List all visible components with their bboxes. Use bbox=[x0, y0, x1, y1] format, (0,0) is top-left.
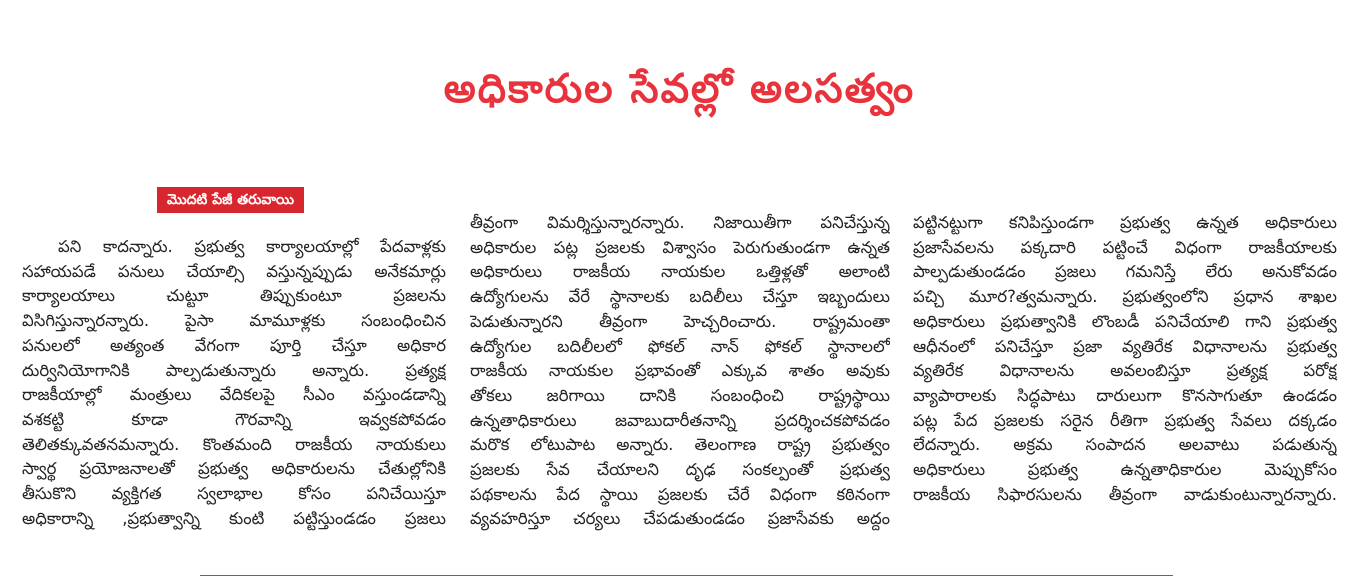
text-line: పట్టినట్టుగా కనిపిస్తుండగా ప్రభుత్వ ఉన్నత అధికారులు bbox=[913, 213, 1337, 232]
text-line: లేదన్నారు. అక్రమ సంపాదన అలవాటు పడుతున్న bbox=[913, 435, 1337, 455]
text-line: విసిగిస్తున్నారన్నారు. పైసా మామూళ్లకు సంబంధించిన bbox=[22, 311, 446, 331]
text-line: ఆధీనంలో పనిచేస్తూ ప్రజా వ్యతిరేక విధానాలను ప్రభుత్వ bbox=[913, 336, 1337, 356]
text-line: దుర్వినియోగానికి పాల్పడుతున్నారు అన్నారు. ప్రత్యక్ష bbox=[22, 360, 446, 380]
text-line: తీసుకొని వ్యక్తిగత స్వలాభాల కోసం పనిచేయిస్తూ bbox=[22, 484, 446, 504]
article-column-3 bbox=[913, 211, 1337, 507]
text-line: ప్రజాసేవలను పక్కదారి పట్టించే విధంగా రాజకీయాలకు bbox=[913, 237, 1337, 257]
text-line: అధికారులు రాజకీయ నాయకుల ఒత్తిళ్లతో అలాంటి bbox=[470, 262, 890, 282]
text-line: రాజకీయ నాయకుల ప్రభావంతో ఎక్కువ శాతం అవుకు bbox=[470, 361, 890, 381]
text-line: స్వార్థ ప్రయోజనాలతో ప్రభుత్వ అధికారులను చేతుల్లోనికి bbox=[22, 459, 446, 479]
text-line: తీవ్రంగా విమర్శిస్తున్నారన్నారు. నిజాయితీగా పనిచేస్తున్న bbox=[470, 213, 890, 232]
text-line: రాజకీయ సిఫారసులను తీవ్రంగా వాడుకుంటున్నారన్నారు. bbox=[913, 484, 1337, 504]
text-line: అధికారాన్ని ,ప్రభుత్వాన్ని కుంటి పట్టిస్తుండడం ప్రజలు bbox=[22, 508, 446, 528]
text-line: ఉద్యోగుల బదిలీలలో ఫోకల్ నాన్ ఫోకల్ స్థానాలలో bbox=[470, 336, 890, 356]
text-line: తెలితక్కువతనమన్నారు. కొంతమంది రాజకీయ నాయకులు bbox=[22, 434, 446, 454]
text-line: మరొక లోటుపాట అన్నారు. తెలంగాణ రాష్ట్ర ప్రభుత్వం bbox=[470, 435, 890, 455]
text-line: పనులలో అత్యంత వేగంగా పూర్తి చేస్తూ అధికార bbox=[22, 335, 446, 355]
article-column-2 bbox=[470, 211, 890, 532]
text-line: పెడుతున్నారని తీవ్రంగా హెచ్చరించారు. రాష్ట్రమంతా bbox=[470, 311, 890, 331]
text-line: అధికారుల పట్ల ప్రజలకు విశ్వాసం పెరుగుతుండగా ఉన్నత bbox=[470, 237, 890, 257]
text-line: పట్ల పేద ప్రజలకు సరైన రీతిగా ప్రభుత్వ సేవలు దక్కడం bbox=[913, 410, 1337, 430]
text-line: ప్రజలకు సేవ చేయాలని దృఢ సంకల్పంతో ప్రభుత్వ bbox=[470, 460, 890, 480]
text-line: కార్యాలయాలు చుట్టూ తిప్పుకుంటూ ప్రజలను bbox=[22, 286, 446, 306]
text-line: పథకాలను పేద స్థాయి ప్రజలకు చేరే విధంగా కఠినంగా bbox=[470, 484, 890, 504]
text-line: అధికారులు ప్రభుత్వ ఉన్నతాధికారుల మెప్పుకోసం bbox=[913, 460, 1337, 480]
text-line: అధికారులు ప్రభుత్వానికి లొంబడీ పనిచేయాలి గాని ప్రభుత్వ bbox=[913, 311, 1337, 331]
text-line: రాజకీయాల్లో మంత్రులు వేదికలపై సీఎం వస్తుండడాన్ని bbox=[22, 385, 446, 405]
bottom-divider bbox=[200, 575, 1173, 576]
text-line: వ్యతిరేక విధానాలను అవలంబిస్తూ ప్రత్యక్ష పరోక్ష bbox=[913, 361, 1337, 381]
article-column-1 bbox=[22, 235, 446, 531]
continued-from-front-page-tag: మొదటి పేజీ తరువాయి bbox=[157, 187, 304, 213]
text-line: పాల్పడుతుండడం ప్రజలు గమనిస్తే లేరు అనుకోవడం bbox=[913, 262, 1337, 282]
text-line: వశకట్టి కూడా గౌరవాన్ని ఇవ్వకపోవడం bbox=[22, 409, 446, 429]
text-line: సహాయపడే పనులు చేయాల్సి వస్తున్నప్పుడు అనేకమార్లు bbox=[22, 261, 446, 281]
text-line: పని కాదన్నారు. ప్రభుత్వ కార్యాలయాల్లో పేదవాళ్లకు bbox=[58, 237, 446, 256]
text-line: ఉన్నతాధికారులు జవాబుదారీతనాన్ని ప్రదర్శించకపోవడం bbox=[470, 410, 890, 430]
text-line: ఉద్యోగులను వేరే స్థానాలకు బదిలీలు చేస్తూ ఇబ్బందులు bbox=[470, 287, 890, 307]
headline: అధికారుల సేవల్లో అలసత్వం bbox=[443, 66, 916, 112]
text-line: వ్యవహరిస్తూ చర్యలు చేపడుతుండడం ప్రజాసేవకు అద్దం bbox=[470, 509, 890, 529]
text-line: పచ్చి మూర?త్వమన్నారు. ప్రభుత్వంలోని ప్రధాన శాఖల bbox=[913, 287, 1337, 307]
text-line: వ్యాపారాలకు సిద్ధపాటు దారులుగా కొనసాగుతూ ఉండడం bbox=[913, 385, 1337, 405]
text-line: తోకలు జరిగాయి దానికి సంబంధించి రాష్ట్రస్థాయి bbox=[470, 385, 890, 405]
